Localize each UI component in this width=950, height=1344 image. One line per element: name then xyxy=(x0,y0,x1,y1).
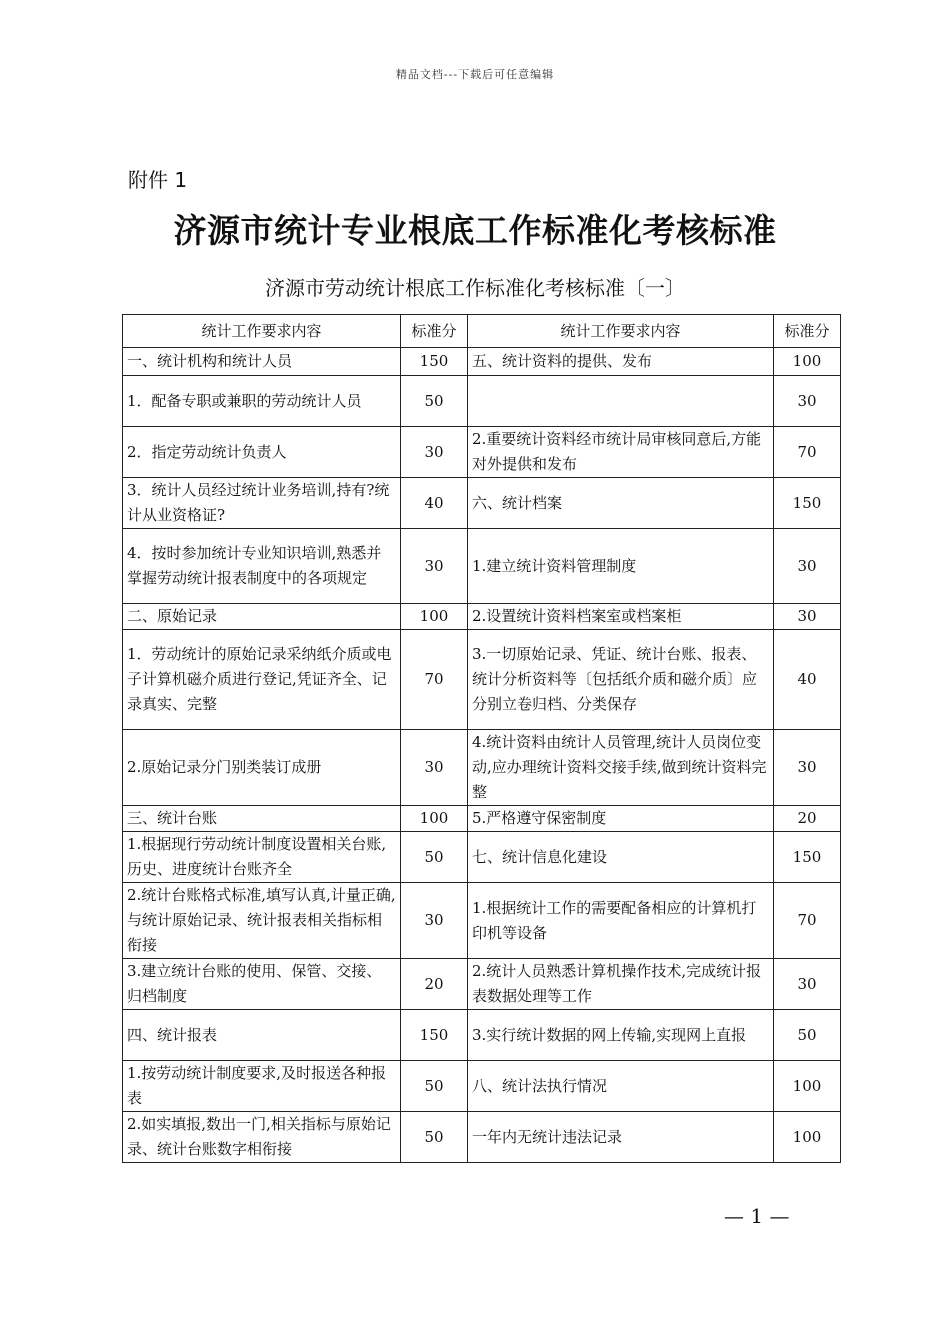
score-left: 30 xyxy=(401,730,468,806)
requirement-left: 2.原始记录分门别类装订成册 xyxy=(123,730,401,806)
table-row xyxy=(123,478,841,529)
table-row xyxy=(123,832,841,883)
score-right: 30 xyxy=(774,730,841,806)
requirement-right: 3.实行统计数据的网上传输,实现网上直报 xyxy=(468,1010,774,1061)
requirement-left: 2．指定劳动统计负责人 xyxy=(123,427,401,478)
requirement-left: 四、统计报表 xyxy=(123,1010,401,1061)
score-left: 150 xyxy=(401,348,468,376)
score-right: 100 xyxy=(774,1061,841,1112)
header-requirement-right: 统计工作要求内容 xyxy=(468,315,774,348)
score-right: 150 xyxy=(774,832,841,883)
requirement-right xyxy=(468,376,774,427)
table-row xyxy=(123,604,841,630)
score-right: 30 xyxy=(774,376,841,427)
assessment-standard-table xyxy=(122,314,841,1163)
header-requirement-left: 统计工作要求内容 xyxy=(123,315,401,348)
requirement-right: 七、统计信息化建设 xyxy=(468,832,774,883)
score-left: 50 xyxy=(401,832,468,883)
requirement-left: 1.根据现行劳动统计制度设置相关台账,历史、进度统计台账齐全 xyxy=(123,832,401,883)
table-row xyxy=(123,1061,841,1112)
header-score-left: 标准分 xyxy=(401,315,468,348)
score-right: 30 xyxy=(774,529,841,604)
score-left: 50 xyxy=(401,376,468,427)
requirement-left: 3.建立统计台账的使用、保管、交接、归档制度 xyxy=(123,959,401,1010)
requirement-right: 2.统计人员熟悉计算机操作技术,完成统计报表数据处理等工作 xyxy=(468,959,774,1010)
requirement-right: 5.严格遵守保密制度 xyxy=(468,806,774,832)
score-right: 150 xyxy=(774,478,841,529)
score-right: 50 xyxy=(774,1010,841,1061)
score-right: 20 xyxy=(774,806,841,832)
attachment-label: 附件 1 xyxy=(128,168,188,192)
score-left: 40 xyxy=(401,478,468,529)
requirement-left: 三、统计台账 xyxy=(123,806,401,832)
table-row xyxy=(123,427,841,478)
score-right: 40 xyxy=(774,630,841,730)
score-right: 70 xyxy=(774,427,841,478)
page-header-note: 精品文档---下载后可任意编辑 xyxy=(395,68,555,81)
table-row xyxy=(123,1112,841,1163)
table-header-row xyxy=(123,315,841,348)
requirement-right: 一年内无统计违法记录 xyxy=(468,1112,774,1163)
table-row xyxy=(123,883,841,959)
requirement-right: 2.设置统计资料档案室或档案柜 xyxy=(468,604,774,630)
table-row xyxy=(123,730,841,806)
sub-title: 济源市劳动统计根底工作标准化考核标准〔一〕 xyxy=(265,276,685,300)
main-title: 济源市统计专业根底工作标准化考核标准 xyxy=(173,211,777,250)
page-number: — 1 — xyxy=(724,1204,790,1228)
score-left: 20 xyxy=(401,959,468,1010)
table-row xyxy=(123,959,841,1010)
score-left: 50 xyxy=(401,1061,468,1112)
requirement-left: 2.统计台账格式标准,填写认真,计量正确,与统计原始记录、统计报表相关指标相衔接 xyxy=(123,883,401,959)
requirement-left: 一、统计机构和统计人员 xyxy=(123,348,401,376)
score-left: 30 xyxy=(401,883,468,959)
requirement-left: 1．配备专职或兼职的劳动统计人员 xyxy=(123,376,401,427)
requirement-right: 1.根据统计工作的需要配备相应的计算机打印机等设备 xyxy=(468,883,774,959)
requirement-right: 五、统计资料的提供、发布 xyxy=(468,348,774,376)
score-left: 30 xyxy=(401,427,468,478)
requirement-right: 八、统计法执行情况 xyxy=(468,1061,774,1112)
score-right: 30 xyxy=(774,959,841,1010)
requirement-right: 4.统计资料由统计人员管理,统计人员岗位变动,应办理统计资料交接手续,做到统计资料完整 xyxy=(468,730,774,806)
requirement-left: 1．劳动统计的原始记录采纳纸介质或电子计算机磁介质进行登记,凭证齐全、记录真实、完整 xyxy=(123,630,401,730)
score-left: 70 xyxy=(401,630,468,730)
requirement-left: 2.如实填报,数出一门,相关指标与原始记录、统计台账数字相衔接 xyxy=(123,1112,401,1163)
table-row xyxy=(123,348,841,376)
requirement-right: 2.重要统计资料经市统计局审核同意后,方能对外提供和发布 xyxy=(468,427,774,478)
score-left: 100 xyxy=(401,604,468,630)
score-left: 150 xyxy=(401,1010,468,1061)
requirement-left: 1.按劳动统计制度要求,及时报送各种报表 xyxy=(123,1061,401,1112)
header-score-right: 标准分 xyxy=(774,315,841,348)
table-row xyxy=(123,376,841,427)
score-left: 50 xyxy=(401,1112,468,1163)
table-row xyxy=(123,630,841,730)
table-row xyxy=(123,529,841,604)
score-left: 30 xyxy=(401,529,468,604)
score-right: 30 xyxy=(774,604,841,630)
score-right: 70 xyxy=(774,883,841,959)
requirement-left: 4．按时参加统计专业知识培训,熟悉并掌握劳动统计报表制度中的各项规定 xyxy=(123,529,401,604)
table-row xyxy=(123,1010,841,1061)
requirement-right: 六、统计档案 xyxy=(468,478,774,529)
requirement-left: 3．统计人员经过统计业务培训,持有?统计从业资格证? xyxy=(123,478,401,529)
score-right: 100 xyxy=(774,1112,841,1163)
requirement-right: 3.一切原始记录、凭证、统计台账、报表、统计分析资料等〔包括纸介质和磁介质〕应分别立卷归档、分类保存 xyxy=(468,630,774,730)
requirement-left: 二、原始记录 xyxy=(123,604,401,630)
table-row xyxy=(123,806,841,832)
score-left: 100 xyxy=(401,806,468,832)
score-right: 100 xyxy=(774,348,841,376)
requirement-right: 1.建立统计资料管理制度 xyxy=(468,529,774,604)
